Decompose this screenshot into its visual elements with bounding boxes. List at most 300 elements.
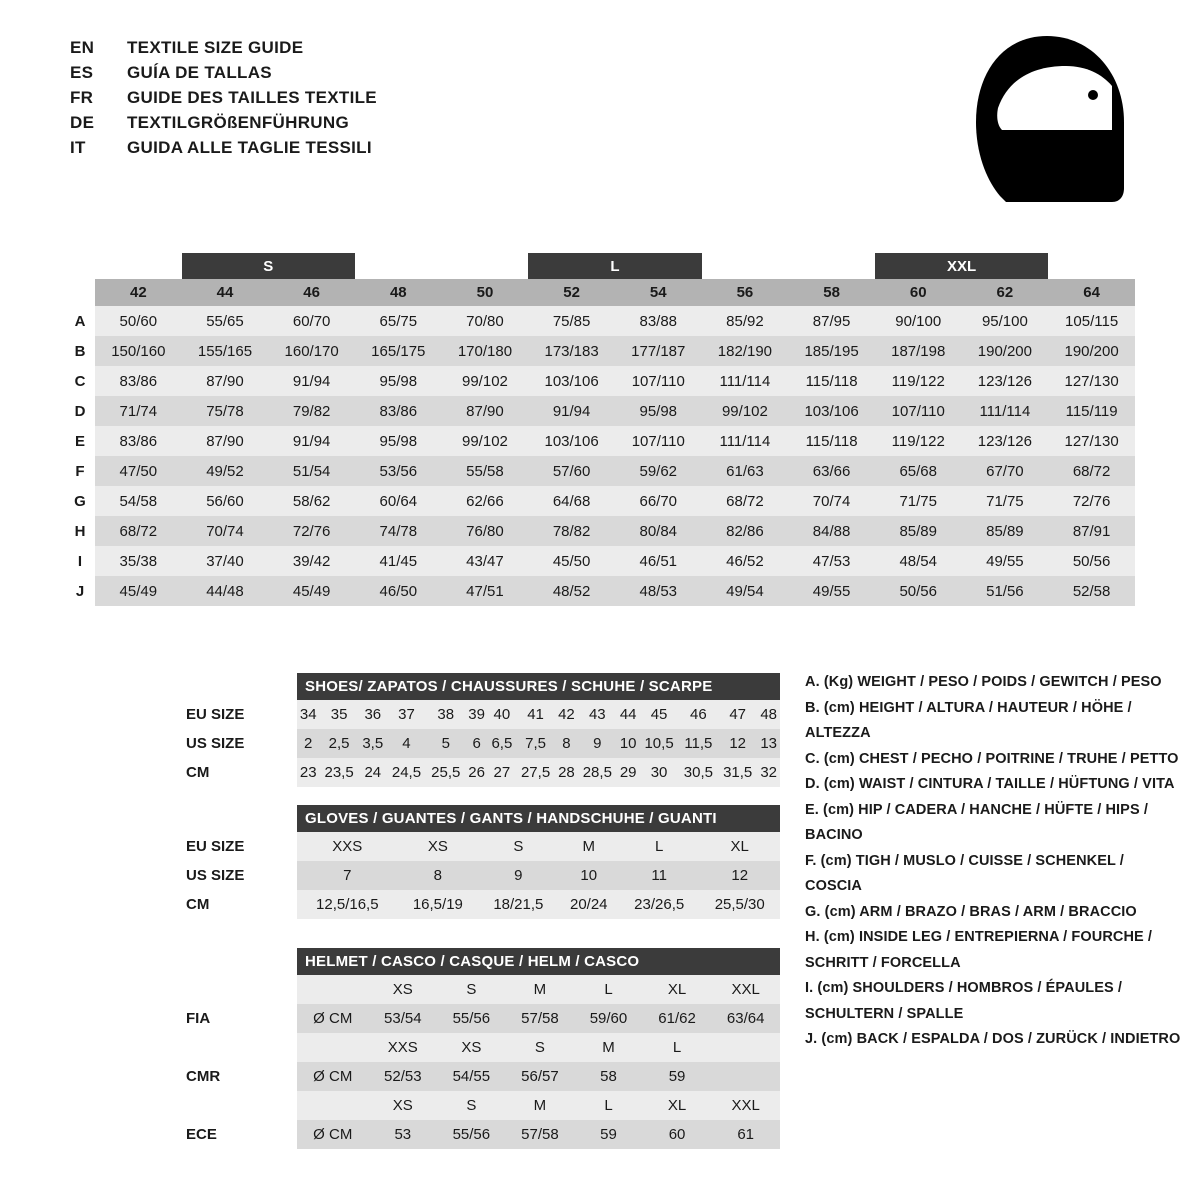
size-number: 62 bbox=[962, 279, 1049, 306]
size-value: 4 bbox=[387, 729, 426, 758]
measure-code: J bbox=[65, 576, 95, 606]
textile-size-table bbox=[65, 253, 1135, 606]
measure-value: 64/68 bbox=[528, 486, 615, 516]
measure-value: 53/56 bbox=[355, 456, 442, 486]
standard-label: CMR bbox=[186, 1068, 221, 1085]
helmet-size-label: M bbox=[506, 1091, 575, 1120]
measurement-legend bbox=[805, 670, 1185, 1053]
size-group-m: M bbox=[435, 257, 448, 275]
size-number: 46 bbox=[268, 279, 355, 306]
measure-value: 95/100 bbox=[962, 306, 1049, 336]
measure-value: 48/53 bbox=[615, 576, 702, 606]
measure-value: 123/126 bbox=[962, 426, 1049, 456]
legend-line: I. (cm) SHOULDERS / HOMBROS / ÉPAULES / bbox=[805, 980, 1123, 996]
block-title: SHOES/ ZAPATOS / CHAUSSURES / SCHUHE / SCARPE bbox=[297, 673, 780, 700]
size-value: 3,5 bbox=[359, 729, 387, 758]
standard-label: ECE bbox=[186, 1126, 217, 1143]
measure-value: 127/130 bbox=[1048, 366, 1135, 396]
measure-value: 66/70 bbox=[615, 486, 702, 516]
measure-value: 107/110 bbox=[615, 366, 702, 396]
measure-value: 185/195 bbox=[788, 336, 875, 366]
size-group-none bbox=[95, 253, 182, 279]
measure-value: 115/119 bbox=[1048, 396, 1135, 426]
size-value: 36 bbox=[359, 700, 387, 729]
size-value: 38 bbox=[426, 700, 465, 729]
size-group-l: L bbox=[528, 253, 701, 279]
measure-value: 83/88 bbox=[615, 306, 702, 336]
helmet-size-label bbox=[297, 1033, 369, 1062]
helmet-size-label: L bbox=[574, 975, 643, 1004]
helmet-value: 53 bbox=[369, 1120, 438, 1149]
measure-value: 45/49 bbox=[95, 576, 182, 606]
size-value: 47 bbox=[718, 700, 757, 729]
size-number: 50 bbox=[442, 279, 529, 306]
measure-value: 60/64 bbox=[355, 486, 442, 516]
size-value: 23,5 bbox=[319, 758, 358, 787]
helmet-size-label: L bbox=[643, 1033, 712, 1062]
header-row bbox=[70, 113, 377, 138]
measure-value: 46/52 bbox=[702, 546, 789, 576]
size-value: 46 bbox=[679, 700, 718, 729]
size-number: 60 bbox=[875, 279, 962, 306]
measure-value: 62/66 bbox=[442, 486, 529, 516]
size-value: 40 bbox=[488, 700, 516, 729]
size-number: 52 bbox=[528, 279, 615, 306]
measure-value: 49/52 bbox=[182, 456, 269, 486]
size-value: M bbox=[559, 832, 619, 861]
measure-value: 65/75 bbox=[355, 306, 442, 336]
measure-value: 68/72 bbox=[95, 516, 182, 546]
measure-value: 119/122 bbox=[875, 426, 962, 456]
size-value: 37 bbox=[387, 700, 426, 729]
measure-value: 52/58 bbox=[1048, 576, 1135, 606]
measure-value: 75/78 bbox=[182, 396, 269, 426]
helmet-size-label: XXS bbox=[369, 1033, 438, 1062]
table-row bbox=[65, 336, 1135, 366]
gloves-table bbox=[180, 805, 780, 919]
measure-value: 76/80 bbox=[442, 516, 529, 546]
measure-value: 44/48 bbox=[182, 576, 269, 606]
table-row bbox=[180, 890, 780, 919]
table-row bbox=[65, 576, 1135, 606]
size-value: L bbox=[619, 832, 699, 861]
row-label: CM bbox=[186, 896, 210, 913]
helmet-size-label: XS bbox=[437, 1033, 506, 1062]
shoes-block bbox=[180, 673, 780, 787]
row-label: EU SIZE bbox=[186, 706, 245, 723]
helmet-size-label: XXL bbox=[711, 975, 780, 1004]
legend-line: E. (cm) HIP / CADERA / HANCHE / HÜFTE / HIPS / BACINO bbox=[805, 801, 1148, 843]
row-label bbox=[65, 279, 95, 306]
measure-value: 55/58 bbox=[442, 456, 529, 486]
unit-label: Ø CM bbox=[297, 1120, 369, 1149]
measure-value: 55/65 bbox=[182, 306, 269, 336]
measure-value: 87/91 bbox=[1048, 516, 1135, 546]
table-row bbox=[180, 758, 780, 787]
measure-value: 90/100 bbox=[875, 306, 962, 336]
measure-value: 87/95 bbox=[788, 306, 875, 336]
table-row bbox=[65, 546, 1135, 576]
measure-value: 85/92 bbox=[702, 306, 789, 336]
measure-value: 85/89 bbox=[875, 516, 962, 546]
helmet-size-row bbox=[180, 1033, 780, 1062]
measure-value: 47/51 bbox=[442, 576, 529, 606]
measure-value: 111/114 bbox=[702, 426, 789, 456]
helmet-size-label: S bbox=[437, 1091, 506, 1120]
measure-value: 46/50 bbox=[355, 576, 442, 606]
size-value: XS bbox=[398, 832, 478, 861]
size-value: 12 bbox=[718, 729, 757, 758]
measure-value: 123/126 bbox=[962, 366, 1049, 396]
size-value: 6,5 bbox=[488, 729, 516, 758]
size-value: 11 bbox=[619, 861, 699, 890]
size-value: XL bbox=[699, 832, 780, 861]
helmet-size-label: S bbox=[506, 1033, 575, 1062]
measure-value: 47/53 bbox=[788, 546, 875, 576]
block-header-row bbox=[180, 805, 780, 832]
size-value: 35 bbox=[319, 700, 358, 729]
size-value: 27 bbox=[488, 758, 516, 787]
measure-value: 182/190 bbox=[702, 336, 789, 366]
measure-code: H bbox=[65, 516, 95, 546]
standard-label: FIA bbox=[186, 1010, 211, 1027]
measure-value: 50/60 bbox=[95, 306, 182, 336]
size-value: 20/24 bbox=[559, 890, 619, 919]
measure-value: 99/102 bbox=[702, 396, 789, 426]
measure-value: 85/89 bbox=[962, 516, 1049, 546]
row-label: US SIZE bbox=[186, 867, 245, 884]
measure-value: 56/60 bbox=[182, 486, 269, 516]
measure-value: 99/102 bbox=[442, 426, 529, 456]
measure-value: 47/50 bbox=[95, 456, 182, 486]
lang-code: DE bbox=[70, 113, 95, 132]
measure-value: 91/94 bbox=[268, 426, 355, 456]
measure-value: 49/55 bbox=[962, 546, 1049, 576]
measure-value: 177/187 bbox=[615, 336, 702, 366]
unit-label: Ø CM bbox=[297, 1004, 369, 1033]
size-value: 18/21,5 bbox=[478, 890, 558, 919]
measure-value: 83/86 bbox=[95, 366, 182, 396]
measure-value: 35/38 bbox=[95, 546, 182, 576]
measure-value: 115/118 bbox=[788, 366, 875, 396]
helmet-size-row bbox=[180, 1091, 780, 1120]
size-value: 24 bbox=[359, 758, 387, 787]
table-row bbox=[180, 861, 780, 890]
helmet-size-label: XL bbox=[643, 975, 712, 1004]
block-title: HELMET / CASCO / CASQUE / HELM / CASCO bbox=[297, 948, 780, 975]
size-value: 44 bbox=[617, 700, 639, 729]
table-row bbox=[180, 1062, 780, 1091]
measure-value: 173/183 bbox=[528, 336, 615, 366]
measure-value: 115/118 bbox=[788, 426, 875, 456]
legend-line: B. (cm) HEIGHT / ALTURA / HAUTEUR / HÖHE / ALTEZZA bbox=[805, 699, 1132, 741]
helmet-value bbox=[711, 1062, 780, 1091]
size-group-none bbox=[1048, 253, 1135, 279]
size-value: 11,5 bbox=[679, 729, 718, 758]
measure-value: 70/74 bbox=[182, 516, 269, 546]
size-value: 8 bbox=[398, 861, 478, 890]
size-value: 9 bbox=[578, 729, 617, 758]
measure-value: 49/54 bbox=[702, 576, 789, 606]
measure-value: 71/75 bbox=[875, 486, 962, 516]
size-group-row bbox=[65, 253, 1135, 279]
size-value: 9 bbox=[478, 861, 558, 890]
size-value: 16,5/19 bbox=[398, 890, 478, 919]
lang-code: IT bbox=[70, 138, 86, 157]
measure-value: 54/58 bbox=[95, 486, 182, 516]
size-number: 48 bbox=[355, 279, 442, 306]
shoes-table bbox=[180, 673, 780, 787]
helmet-value: 55/56 bbox=[437, 1120, 506, 1149]
size-value: 10,5 bbox=[639, 729, 678, 758]
measure-value: 103/106 bbox=[528, 426, 615, 456]
measure-code: C bbox=[65, 366, 95, 396]
measure-value: 59/62 bbox=[615, 456, 702, 486]
legend-line: H. (cm) INSIDE LEG / ENTREPIERNA / FOURCHE / bbox=[805, 929, 1153, 945]
size-value: 28 bbox=[555, 758, 577, 787]
size-number: 64 bbox=[1048, 279, 1135, 306]
helmet-value: 61 bbox=[711, 1120, 780, 1149]
measure-value: 74/78 bbox=[355, 516, 442, 546]
size-value: 43 bbox=[578, 700, 617, 729]
helmet-value: 54/55 bbox=[437, 1062, 506, 1091]
size-number: 58 bbox=[788, 279, 875, 306]
helmet-block bbox=[180, 948, 780, 1149]
table-row bbox=[65, 486, 1135, 516]
measure-value: 190/200 bbox=[1048, 336, 1135, 366]
measure-value: 49/55 bbox=[788, 576, 875, 606]
helmet-value: 63/64 bbox=[711, 1004, 780, 1033]
helmet-size-label: XXL bbox=[711, 1091, 780, 1120]
legend-line: D. (cm) WAIST / CINTURA / TAILLE / HÜFTUNG / VITA bbox=[805, 776, 1175, 792]
helmet-value: 60 bbox=[643, 1120, 712, 1149]
measure-value: 84/88 bbox=[788, 516, 875, 546]
size-value: 8 bbox=[555, 729, 577, 758]
helmet-size-label bbox=[297, 975, 369, 1004]
measure-value: 127/130 bbox=[1048, 426, 1135, 456]
header-title: GUIDE DES TAILLES TEXTILE bbox=[127, 88, 377, 107]
measure-value: 60/70 bbox=[268, 306, 355, 336]
table-row bbox=[180, 1120, 780, 1149]
measure-value: 68/72 bbox=[1048, 456, 1135, 486]
measure-value: 45/50 bbox=[528, 546, 615, 576]
measure-value: 160/170 bbox=[268, 336, 355, 366]
legend-line: C. (cm) CHEST / PECHO / POITRINE / TRUHE / PETTO bbox=[805, 750, 1179, 767]
helmet-size-label: M bbox=[574, 1033, 643, 1062]
row-label: EU SIZE bbox=[186, 838, 245, 855]
gloves-block bbox=[180, 805, 780, 919]
lang-code: ES bbox=[70, 63, 94, 82]
size-value: 32 bbox=[757, 758, 780, 787]
table-row bbox=[65, 426, 1135, 456]
size-value: 39 bbox=[465, 700, 487, 729]
helmet-value: 53/54 bbox=[369, 1004, 438, 1033]
measure-value: 41/45 bbox=[355, 546, 442, 576]
measure-value: 78/82 bbox=[528, 516, 615, 546]
size-value: 25,5/30 bbox=[699, 890, 780, 919]
helmet-value: 59 bbox=[574, 1120, 643, 1149]
size-value: 29 bbox=[617, 758, 639, 787]
spacer bbox=[180, 805, 297, 832]
measure-value: 99/102 bbox=[442, 366, 529, 396]
helmet-size-label bbox=[297, 1091, 369, 1120]
lang-code: FR bbox=[70, 88, 94, 107]
size-value: 10 bbox=[559, 861, 619, 890]
helmet-value: 58 bbox=[574, 1062, 643, 1091]
size-value: 12 bbox=[699, 861, 780, 890]
measure-value: 65/68 bbox=[875, 456, 962, 486]
legend-line: F. (cm) TIGH / MUSLO / CUISSE / SCHENKEL / COSCIA bbox=[805, 852, 1124, 894]
measure-value: 103/106 bbox=[788, 396, 875, 426]
size-number: 42 bbox=[95, 279, 182, 306]
size-value: 6 bbox=[465, 729, 487, 758]
size-group-xl: XL bbox=[778, 257, 798, 275]
measure-value: 83/86 bbox=[355, 396, 442, 426]
row-label bbox=[65, 253, 95, 279]
measure-value: 79/82 bbox=[268, 396, 355, 426]
measure-value: 39/42 bbox=[268, 546, 355, 576]
table-row bbox=[65, 456, 1135, 486]
measure-value: 75/85 bbox=[528, 306, 615, 336]
measure-value: 87/90 bbox=[182, 426, 269, 456]
measure-value: 91/94 bbox=[528, 396, 615, 426]
size-value: 13 bbox=[757, 729, 780, 758]
measure-value: 46/51 bbox=[615, 546, 702, 576]
measure-value: 87/90 bbox=[442, 396, 529, 426]
measure-value: 50/56 bbox=[875, 576, 962, 606]
helmet-value: 59/60 bbox=[574, 1004, 643, 1033]
helmet-value: 59 bbox=[643, 1062, 712, 1091]
size-value: 10 bbox=[617, 729, 639, 758]
measure-value: 51/56 bbox=[962, 576, 1049, 606]
measure-value: 51/54 bbox=[268, 456, 355, 486]
measure-code: F bbox=[65, 456, 95, 486]
table-row bbox=[65, 306, 1135, 336]
measure-value: 57/60 bbox=[528, 456, 615, 486]
measure-value: 43/47 bbox=[442, 546, 529, 576]
size-value: 12,5/16,5 bbox=[297, 890, 398, 919]
size-value: 30,5 bbox=[679, 758, 718, 787]
measure-value: 50/56 bbox=[1048, 546, 1135, 576]
size-value: 28,5 bbox=[578, 758, 617, 787]
measure-value: 111/114 bbox=[962, 396, 1049, 426]
helmet-icon bbox=[962, 30, 1132, 210]
header-row bbox=[70, 138, 377, 163]
measure-value: 58/62 bbox=[268, 486, 355, 516]
size-value: S bbox=[478, 832, 558, 861]
measure-value: 80/84 bbox=[615, 516, 702, 546]
measure-value: 37/40 bbox=[182, 546, 269, 576]
measure-value: 70/80 bbox=[442, 306, 529, 336]
measure-value: 68/72 bbox=[702, 486, 789, 516]
size-value: 23 bbox=[297, 758, 319, 787]
helmet-size-label: XL bbox=[643, 1091, 712, 1120]
block-header-row bbox=[180, 948, 780, 975]
helmet-size-label: M bbox=[506, 975, 575, 1004]
size-number: 56 bbox=[702, 279, 789, 306]
size-number-row bbox=[65, 279, 1135, 306]
size-value: 7 bbox=[297, 861, 398, 890]
size-value: 48 bbox=[757, 700, 780, 729]
spacer bbox=[180, 1033, 297, 1062]
legend-line: SCHRITT / FORCELLA bbox=[805, 954, 961, 971]
helmet-value: 57/58 bbox=[506, 1120, 575, 1149]
legend-line: A. (Kg) WEIGHT / PESO / POIDS / GEWITCH / PESO bbox=[805, 674, 1162, 690]
helmet-size-label: XS bbox=[369, 975, 438, 1004]
measure-code: E bbox=[65, 426, 95, 456]
size-value: 26 bbox=[465, 758, 487, 787]
table-row bbox=[180, 832, 780, 861]
legend-line: J. (cm) BACK / ESPALDA / DOS / ZURÜCK / INDIETRO bbox=[805, 1031, 1181, 1047]
helmet-value: 55/56 bbox=[437, 1004, 506, 1033]
table-row bbox=[180, 700, 780, 729]
size-group-xxl: XXL bbox=[875, 253, 1048, 279]
size-number: 54 bbox=[615, 279, 702, 306]
measure-value: 111/114 bbox=[702, 366, 789, 396]
measure-value: 150/160 bbox=[95, 336, 182, 366]
measure-value: 61/63 bbox=[702, 456, 789, 486]
size-value: 42 bbox=[555, 700, 577, 729]
unit-label: Ø CM bbox=[297, 1062, 369, 1091]
size-value: 5 bbox=[426, 729, 465, 758]
measure-value: 187/198 bbox=[875, 336, 962, 366]
table-row bbox=[65, 516, 1135, 546]
size-value: 25,5 bbox=[426, 758, 465, 787]
measure-value: 95/98 bbox=[355, 366, 442, 396]
block-title: GLOVES / GUANTES / GANTS / HANDSCHUHE / GUANTI bbox=[297, 805, 780, 832]
helmet-value: 56/57 bbox=[506, 1062, 575, 1091]
measure-value: 165/175 bbox=[355, 336, 442, 366]
measure-value: 155/165 bbox=[182, 336, 269, 366]
size-value: 41 bbox=[516, 700, 555, 729]
table-row bbox=[180, 729, 780, 758]
measure-code: B bbox=[65, 336, 95, 366]
measure-code: A bbox=[65, 306, 95, 336]
measure-value: 72/76 bbox=[1048, 486, 1135, 516]
header-row bbox=[70, 38, 377, 63]
helmet-size-row bbox=[180, 975, 780, 1004]
measure-value: 91/94 bbox=[268, 366, 355, 396]
measure-value: 67/70 bbox=[962, 456, 1049, 486]
measure-value: 87/90 bbox=[182, 366, 269, 396]
helmet-table bbox=[180, 948, 780, 1149]
helmet-size-label bbox=[711, 1033, 780, 1062]
measure-code: I bbox=[65, 546, 95, 576]
size-number: 44 bbox=[182, 279, 269, 306]
measure-value: 190/200 bbox=[962, 336, 1049, 366]
measure-value: 48/54 bbox=[875, 546, 962, 576]
size-value: 31,5 bbox=[718, 758, 757, 787]
legend-line: G. (cm) ARM / BRAZO / BRAS / ARM / BRACCIO bbox=[805, 903, 1137, 920]
size-value: XXS bbox=[297, 832, 398, 861]
measure-value: 71/75 bbox=[962, 486, 1049, 516]
header-title: GUÍA DE TALLAS bbox=[127, 63, 272, 82]
measure-value: 119/122 bbox=[875, 366, 962, 396]
header-titles bbox=[70, 38, 377, 163]
size-group-s: S bbox=[182, 253, 355, 279]
measure-value: 45/49 bbox=[268, 576, 355, 606]
spacer bbox=[180, 1091, 297, 1120]
block-header-row bbox=[180, 673, 780, 700]
measure-value: 105/115 bbox=[1048, 306, 1135, 336]
spacer bbox=[180, 948, 297, 975]
measure-value: 83/86 bbox=[95, 426, 182, 456]
helmet-value: 57/58 bbox=[506, 1004, 575, 1033]
measure-code: G bbox=[65, 486, 95, 516]
lang-code: EN bbox=[70, 38, 95, 57]
measure-value: 70/74 bbox=[788, 486, 875, 516]
helmet-value: 61/62 bbox=[643, 1004, 712, 1033]
